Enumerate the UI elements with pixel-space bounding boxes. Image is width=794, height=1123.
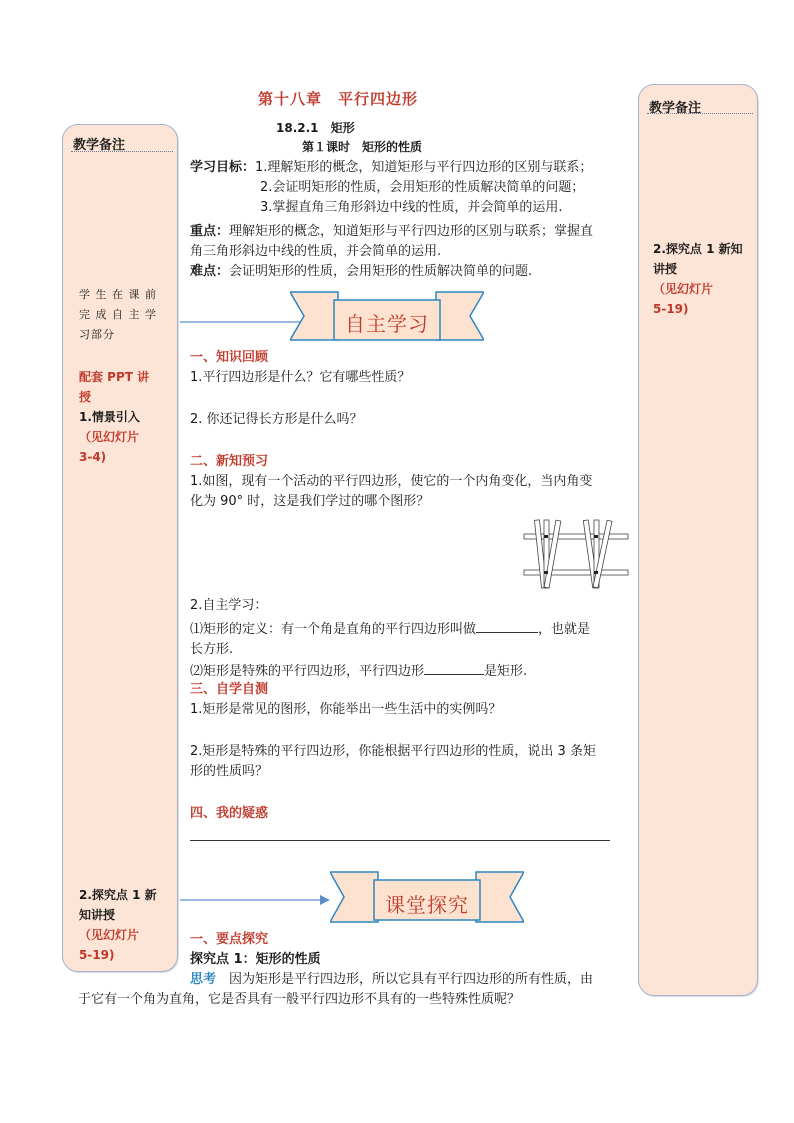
think-paragraph: 思考 因为矩形是平行四边形，所以它具有平行四边形的所有性质，由 [190,972,594,987]
chapter-title: 第十八章 平行四边形 [258,90,419,108]
left-note-explore: 2.探究点 1 新 知讲授 （见幻灯片 5-19) [79,888,157,962]
left-panel-heading: 教学备注 [73,138,126,153]
explore-subheading: 探究点 1：矩形的性质 [190,952,321,967]
explore-heading: 一、要点探究 [190,932,269,947]
banner-self-study-label: 自主学习 [345,312,429,336]
question-preview-1: 1.如图，现有一个活动的平行四边形，使它的一个内角变化，当内角变 化为 90° 时，这是我们学过的哪个图形？ [190,474,593,509]
classroom-explore-banner [330,868,524,926]
left-note-intro-ref: （见幻灯片 3-4) [79,430,140,464]
self-study-label: 2.自主学习： [190,598,268,613]
arrow-to-classroom-explore [180,892,330,908]
right-panel-heading: 教学备注 [649,101,702,116]
think-paragraph-cont: 于它有一个角为直角，它是否具有一般平行四边形不具有的一些特殊性质呢？ [78,992,521,1007]
rectangle-definition: ⑴矩形的定义：有一个角是直角的平行四边形叫做 ，也就是 长方形. [190,618,590,660]
question-selftest-2: 2.矩形是特殊的平行四边形，你能根据平行四边形的性质，说出 3 条矩 形的性质吗？ [190,744,596,779]
left-note-intro: 1.情景引入 [79,410,140,424]
objectives: 学习目标：1.理解矩形的概念，知道矩形与平行四边形的区别与联系； 2.会证明矩形的性质，会用矩形的性质解决简单的问题； 3.掌握直角三角形斜边中线的性质，并会简单的运用. [190,160,593,215]
question-selftest-1: 1.矩形是常见的图形，你能举出一些生活中的实例吗？ [190,702,502,717]
panel-divider [647,113,753,114]
left-note-preclass: 学 生 在 课 前 完 成 自 主 学 习部分 [79,288,157,341]
left-notes-panel [62,124,178,972]
section-review-heading: 一、知识回顾 [190,350,269,365]
section-preview-heading: 二、新知预习 [190,454,269,469]
doubts-answer-line[interactable] [190,840,610,841]
hinged-parallelogram-figure [522,514,630,594]
self-study-banner [290,288,484,344]
banner-classroom-explore-label: 课堂探究 [385,893,469,917]
key-point: 重点：理解矩形的概念，知道矩形与平行四边形的区别与联系；掌握直 角三角形斜边中线的性质，并会简单的运用. [190,224,594,259]
rectangle-property: ⑵矩形是特殊的平行四边形，平行四边形 是矩形. [190,660,527,682]
section-selftest-heading: 三、自学自测 [190,682,269,697]
think-label: 思考 [190,972,217,987]
lesson-title: 第１课时 矩形的性质 [302,140,423,154]
section-doubts-heading: 四、我的疑惑 [190,806,269,821]
difficult-point: 难点：会证明矩形的性质，会用矩形的性质解决简单的问题. [190,264,533,279]
question-review-2: 2. 你还记得长方形是什么吗？ [190,412,363,427]
left-note-ppt: 配套 PPT 讲 授 [79,370,150,404]
question-review-1: 1.平行四边形是什么？它有哪些性质？ [190,370,411,385]
section-heading: 18.2.1 矩形 [276,121,355,135]
definition-blank[interactable] [476,618,538,633]
right-notes-panel [638,84,758,996]
right-note-explore: 2.探究点 1 新知 讲授 （见幻灯片 5-19) [653,242,743,316]
property-blank[interactable] [424,660,484,675]
